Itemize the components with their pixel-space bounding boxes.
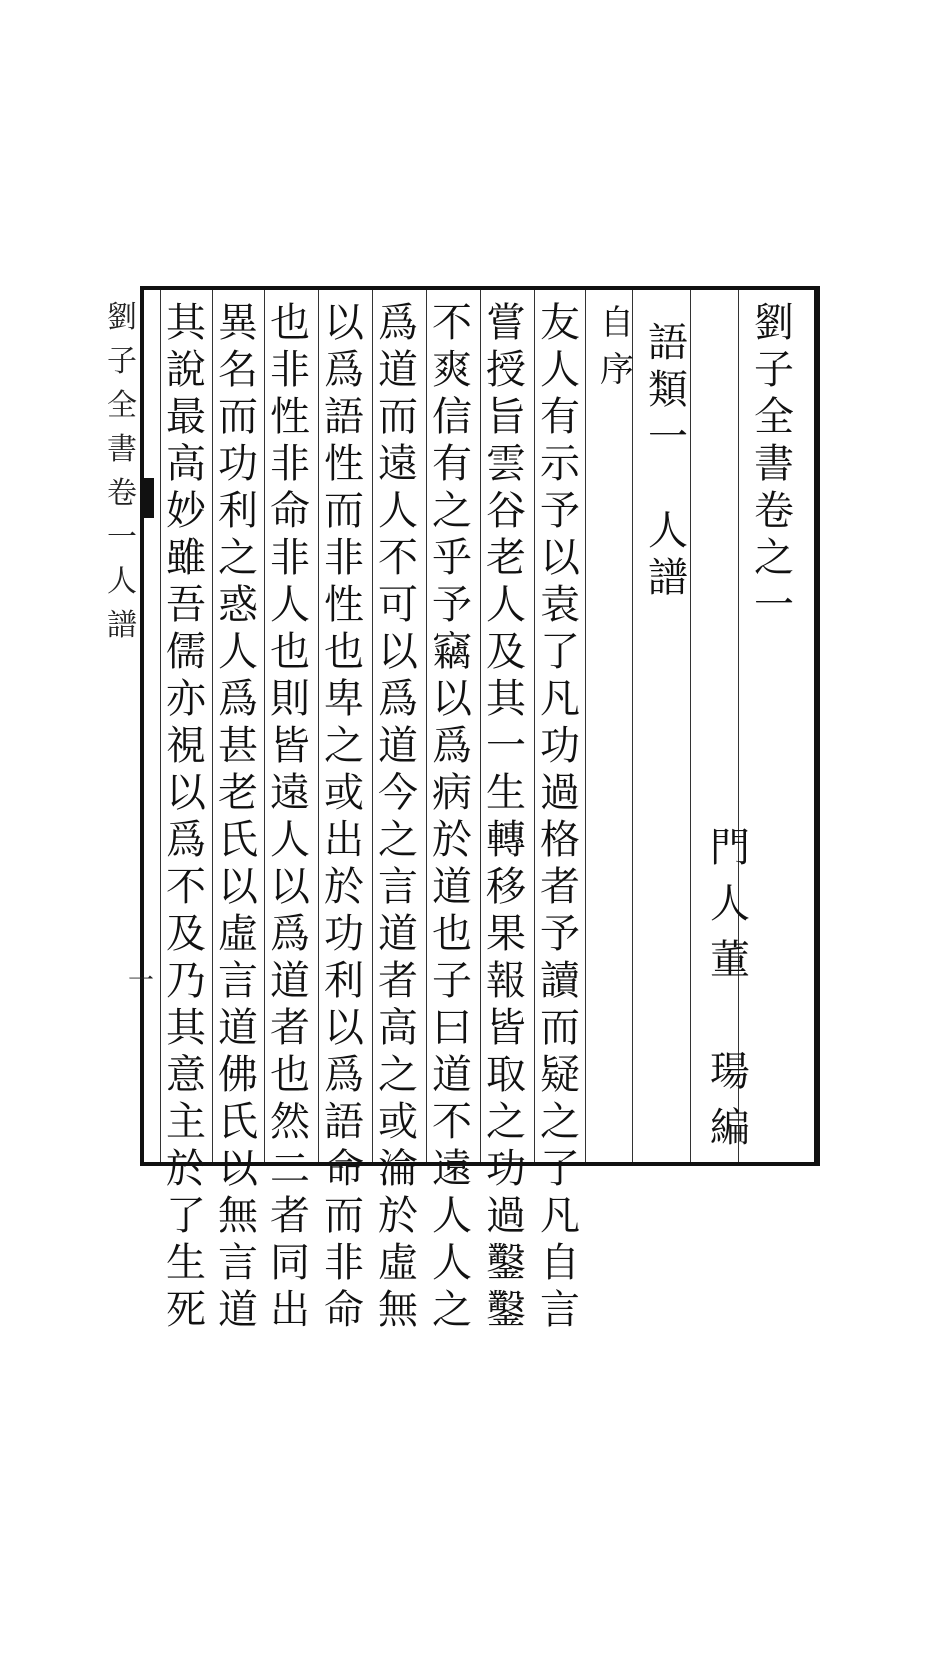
body-column: 以 爲 語 性 而 非 性 也 卑 之 或 出 於 功 利 以 爲 語 命 而 非 命	[324, 300, 364, 1333]
book-title: 劉 子 全 書 卷 之 一	[754, 300, 794, 628]
author-credit: 門 人 董 瑒 編	[710, 825, 750, 1151]
body-column: 爲 道 而 遠 人 不 可 以 爲 道 今 之 言 道 者 高 之 或 淪 於 虛 無	[378, 300, 418, 1333]
column-rule	[480, 290, 481, 1162]
body-column: 異 名 而 功 利 之 惑 人 爲 甚 老 氏 以 虛 言 道 佛 氏 以 無 言 道	[218, 300, 258, 1333]
fishtail-mark	[140, 478, 154, 518]
column-rule	[585, 290, 586, 1162]
column-rule	[372, 290, 373, 1162]
page-number: 一	[128, 966, 155, 996]
body-column: 嘗 授 旨 雲 谷 老 人 及 其 一 生 轉 移 果 報 皆 取 之 功 過 鑿 鑿	[486, 300, 526, 1333]
body-column: 友 人 有 示 予 以 袁 了 凡 功 過 格 者 予 讀 而 疑 之 了 凡 自 言	[540, 300, 580, 1333]
fore-edge-text: 劉 子 全 書 卷 一 人 譜	[107, 300, 137, 643]
section-subheading: 語 類 一 人 譜	[648, 320, 688, 601]
column-rule	[318, 290, 319, 1162]
column-rule	[534, 290, 535, 1162]
preface-label: 自 序	[600, 303, 634, 390]
column-rule	[160, 290, 161, 1162]
column-rule	[426, 290, 427, 1162]
body-column: 也 非 性 非 命 非 人 也 則 皆 遠 人 以 爲 道 者 也 然 二 者 同 出	[270, 300, 310, 1333]
body-column: 不 爽 信 有 之 乎 予 竊 以 爲 病 於 道 也 子 曰 道 不 遠 人 人 之	[432, 300, 472, 1333]
column-rule	[690, 290, 691, 1162]
body-column: 其 說 最 高 妙 雖 吾 儒 亦 視 以 爲 不 及 乃 其 意 主 於 了 生 死	[166, 300, 206, 1333]
column-rule	[264, 290, 265, 1162]
column-rule	[212, 290, 213, 1162]
